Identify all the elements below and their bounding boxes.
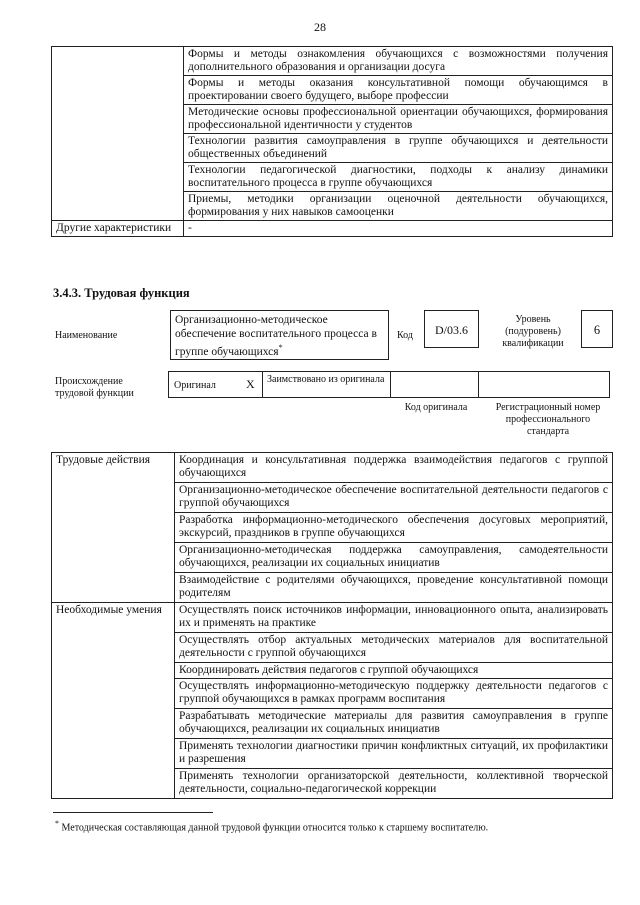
labor-actions-table [51,452,613,799]
name-footnote-mark: * [278,343,283,352]
origin-label: Происхождение трудовой функции [55,376,134,399]
knowledge-table [51,46,613,237]
page-number: 28 [314,20,326,34]
actions-label: Трудовые действия [52,453,175,603]
footnote-text: Методическая составляющая данной трудовой функции относится только к старшему воспитателю. [61,822,489,834]
table-row [52,47,613,76]
name-value-box [170,310,389,360]
footnote-separator [53,812,213,813]
table-cell: Организационно-методическое обеспечение воспитательной деятельности педагогов с группой обучающихся [175,483,613,513]
other-characteristics-label: Другие характеристики [52,221,184,237]
borrowed-label: Заимствовано из оригинала [267,374,385,385]
table-cell: Взаимодействие с родителями обучающихся, проведение консультативной помощи родителям [175,573,613,603]
table-cell: Разработка информационно-методического обеспечения досуговых мероприятий, экскурсий, праздников в группе обучающихся [175,513,613,543]
origin-divider [478,371,479,398]
other-characteristics-value: - [184,221,613,237]
table-cell: Осуществлять поиск источников информации, инновационного опыта, анализировать их и применять на практике [175,603,613,633]
table-cell: Разрабатывать методические материалы для развития самоуправления в группе обучающихся, реализации их социальных инициатив [175,709,613,739]
code-label: Код [397,330,413,341]
table-cell: Организационно-методическая поддержка самоуправления, самодеятельности обучающихся, реализации их социальных инициатив [175,543,613,573]
code-original-label: Код оригинала [404,402,468,413]
name-label: Наименование [55,330,118,341]
skills-label: Необходимые умения [52,603,175,799]
name-value: Организационно-методическое обеспечение воспитательного процесса в группе обучающихся [175,314,377,358]
table-cell: Приемы, методики организации оценочной деятельности обучающихся, формирования у них навыков самооценки [184,192,613,221]
section-title: 3.4.3. Трудовая функция [53,286,190,300]
table-row [52,603,613,633]
table-cell: Формы и методы ознакомления обучающихся с возможностями получения дополнительного образования и организации досуга [184,47,613,76]
table-cell: Осуществлять отбор актуальных методических материалов для воспитательной деятельности с группой обучающихся [175,633,613,663]
original-mark: X [246,377,255,391]
origin-divider [390,371,391,398]
footnote [55,819,488,833]
code-value: D/03.6 [424,310,479,348]
reg-number-label: Регистрационный номер профессионального стандарта [495,402,601,437]
table-cell: Координация и консультативная поддержка взаимодействия педагогов с группой обучающихся [175,453,613,483]
table-cell: Применять технологии организаторской деятельности, коллективной творческой деятельности, социально-педагогической коррекции [175,769,613,799]
footnote-mark: * [55,819,59,828]
table-row [52,221,613,237]
table-cell: Координировать действия педагогов с группой обучающихся [175,663,613,679]
level-label: Уровень (подуровень) квалификации [502,314,564,349]
level-value: 6 [581,310,613,348]
table-row [52,453,613,483]
table-cell: Технологии развития самоуправления в группе обучающихся и деятельности общественных объединений [184,134,613,163]
table-cell: Формы и методы оказания консультативной помощи обучающимся в проектировании своего будущего, выборе профессии [184,76,613,105]
table-cell: Технологии педагогической диагностики, подходы к анализу динамики воспитательного процесса в группе обучающихся [184,163,613,192]
table-label-cell [52,47,184,221]
original-label: Оригинал [174,380,216,391]
origin-box [168,371,610,398]
table-cell: Осуществлять информационно-методическую поддержку деятельности педагогов с группой обучающихся в рамках программ воспитания [175,679,613,709]
table-cell: Методические основы профессиональной ориентации обучающихся, формирования профессиональной идентичности у студентов [184,105,613,134]
origin-divider [262,371,263,398]
table-cell: Применять технологии диагностики причин конфликтных ситуаций, их профилактики и разрешения [175,739,613,769]
